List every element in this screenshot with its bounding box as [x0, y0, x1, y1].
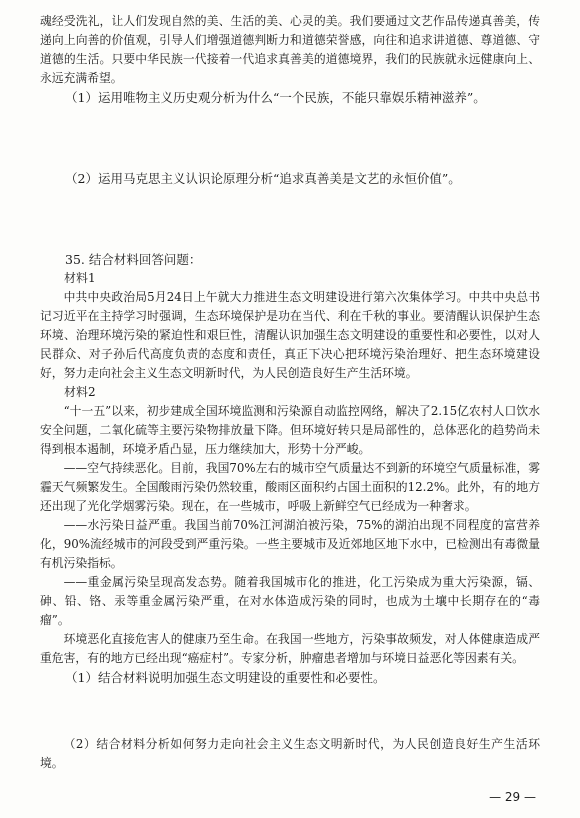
material-1-label: 材料1	[64, 271, 96, 285]
material-2-paragraph: ——空气持续恶化。目前，我国70%左右的城市空气质量达不到新的环境空气质量标准，雾霾天气频繁发生。全国酸雨污染仍然较重，酸雨区面积约占国土面积的12.2%。此外，有的地方还出现了光化学烟雾污染。现在，在一些城市，呼吸上新鲜空气已经成为一种奢求。	[40, 461, 540, 513]
page-number: — 29 —	[489, 790, 536, 804]
material-1-text: 中共中央政治局5月24日上午就大力推进生态文明建设进行第六次集体学习。中共中央总书记习近平在主持学习时强调，生态环境保护是功在当代、利在千秋的事业。要清醒认识保护生态环境、治理环境污染的紧迫性和艰巨性，清醒认识加强生态文明建设的重要性和必要性，以对人民群众、对子孙后代高度负责的态度和责任，真正下决心把环境污染治理好、把生态环境建设好，努力走向社会主义生态文明新时代，为人民创造良好生产生活环境。	[40, 290, 540, 380]
answer-space	[40, 188, 540, 250]
material-2-paragraph: ——水污染日益严重。我国当前70%江河湖泊被污染，75%的湖泊出现不同程度的富营养化，90%流经城市的河段受到严重污染。一些主要城市及近郊地区地下水中，已检测出有毒微量有机污染指标。	[40, 518, 540, 570]
question-35-title: 35. 结合材料回答问题：	[65, 252, 202, 267]
top-paragraph: 魂经受洗礼，让人们发现自然的美、生活的美、心灵的美。我们要通过文艺作品传递真善美，传递向上向善的价值观，引导人们增强道德判断力和道德荣誉感，向往和追求讲道德、尊道德、守道德的生活。只要中华民族一代接着一代追求真善美的道德境界，我们的民族就永远健康向上、永远充满希望。	[40, 14, 540, 85]
question-34-2: （2）运用马克思主义认识论原理分析“追求真善美是文艺的永恒价值”。	[65, 171, 461, 186]
material-2-paragraph: “十一五”以来，初步建成全国环境监测和污染源自动监控网络，解决了2.15亿农村人口饮水安全问题，二氧化硫等主要污染物排放量下降。但环境好转只是局部性的，总体恶化的趋势尚未得到根本遏制，环境矛盾凸显，压力继续加大，形势十分严峻。	[40, 404, 540, 456]
question-35-1: （1）结合材料说明加强生态文明建设的重要性和必要性。	[65, 670, 386, 685]
question-34-1: （1）运用唯物主义历史观分析为什么“一个民族，不能只靠娱乐精神滋养”。	[65, 90, 486, 105]
answer-space	[40, 107, 540, 169]
material-2-paragraph: 环境恶化直接危害人的健康乃至生命。在我国一些地方，污染事故频发，对人体健康造成严重危害，有的地方已经出现“癌症村”。专家分析，肿瘤患者增加与环境日益恶化等因素有关。	[40, 632, 540, 665]
material-2-paragraph: ——重金属污染呈现高发态势。随着我国城市化的推进，化工污染成为重大污染源，镉、砷、铅、铬、汞等重金属污染严重，在对水体造成污染的同时，也成为土壤中长期存在的“毒瘤”。	[40, 575, 540, 627]
question-35-2: （2）结合材料分析如何努力走向社会主义生态文明新时代，为人民创造良好生产生活环境。	[40, 737, 540, 770]
answer-space	[40, 687, 540, 735]
material-2-label: 材料2	[64, 385, 96, 399]
